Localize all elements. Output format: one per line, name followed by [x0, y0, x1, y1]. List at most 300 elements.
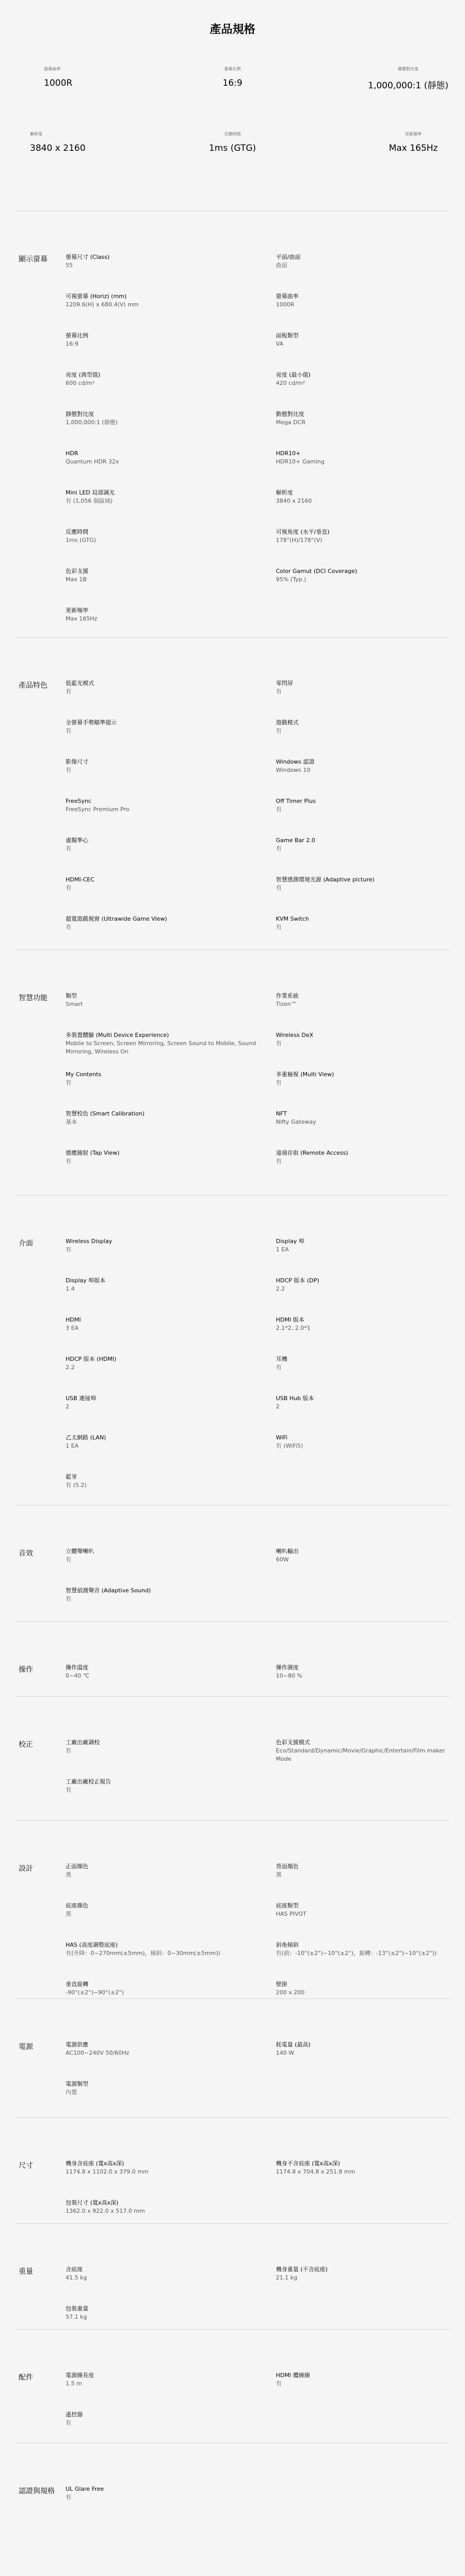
- spec-label: Color Gamut (DCI Coverage): [276, 568, 358, 575]
- spec-label: 多裝置體驗 (Multi Device Experience): [66, 1032, 169, 1038]
- spec-value: 有(前：-10°(±2°)~10°(±2°)，旋轉：-13°(±2°)~10°(±2°)): [276, 1950, 437, 1957]
- spec-value: 有: [66, 924, 71, 930]
- spec-item: [66, 798, 276, 837]
- spec-item: [276, 680, 450, 719]
- key-spec-contrast: [310, 52, 465, 131]
- spec-label: Wireless Display: [66, 1238, 113, 1245]
- spec-section: [16, 637, 450, 950]
- spec-value: 60W: [276, 1556, 289, 1563]
- spec-item: [276, 293, 450, 332]
- spec-item: [276, 2266, 450, 2305]
- key-spec-value: Max 165Hz: [389, 143, 438, 153]
- spec-item: [66, 1110, 276, 1150]
- spec-item: [66, 2160, 276, 2199]
- spec-label: HAS (高度調整底座): [66, 1942, 118, 1948]
- section-title: 電源: [19, 2043, 33, 2051]
- spec-value: 有: [276, 884, 282, 891]
- spec-label: 遊戲模式: [276, 719, 299, 726]
- spec-label: 遠端存取 (Remote Access): [276, 1150, 348, 1156]
- spec-value: 3840 x 2160: [276, 498, 312, 504]
- spec-value: Smart: [66, 1001, 83, 1007]
- key-spec-value: 1ms (GTG): [209, 143, 256, 153]
- spec-label: 工廠出廠校正報告: [66, 1778, 111, 1785]
- spec-item: [66, 1739, 276, 1778]
- spec-item: [66, 680, 276, 719]
- spec-value: Mega DCR: [276, 419, 306, 426]
- spec-value: 基本: [66, 1119, 77, 1125]
- section-title: 音效: [19, 1549, 33, 1558]
- key-spec-label: 解析度: [30, 132, 42, 136]
- spec-label: 操作溫度: [66, 1664, 88, 1671]
- spec-value: 有: [276, 1079, 282, 1086]
- spec-label: 遙控器: [66, 2411, 83, 2418]
- spec-value: 有(升降：0~270mm(±5mm)，傾斜：0~30mm(±5mm)): [66, 1950, 221, 1957]
- spec-item: [276, 529, 450, 568]
- spec-item: [276, 1942, 450, 1981]
- spec-label: 底座類型: [276, 1902, 299, 1909]
- spec-value: Max 165Hz: [66, 615, 98, 622]
- spec-item: [276, 254, 450, 293]
- section-title: 介面: [19, 1239, 33, 1248]
- spec-value: 2.2: [276, 1285, 285, 1292]
- section-title: 尺寸: [19, 2162, 33, 2170]
- spec-section: [16, 1505, 450, 1621]
- spec-section: [16, 1696, 450, 1820]
- spec-value: 1 EA: [276, 1246, 289, 1253]
- spec-value: 2.1*2, 2.0*1: [276, 1325, 311, 1331]
- spec-item: [66, 1316, 276, 1356]
- spec-item: [66, 1032, 276, 1071]
- spec-item: [276, 450, 450, 489]
- spec-item: [276, 2372, 450, 2411]
- spec-item: [66, 2081, 276, 2120]
- spec-grid: [66, 2118, 450, 2239]
- spec-item: [66, 2266, 276, 2305]
- spec-value: 有: [276, 727, 282, 734]
- spec-item: [66, 1863, 276, 1902]
- spec-value: 有: [66, 1246, 71, 1253]
- spec-sections: [0, 211, 465, 2505]
- spec-label: 虛擬準心: [66, 837, 88, 844]
- spec-label: 全螢幕手勢瞄準提示: [66, 719, 117, 726]
- spec-section: [16, 950, 450, 1195]
- spec-value: 有: [66, 845, 71, 852]
- spec-value: HAS PIVOT: [276, 1911, 306, 1917]
- spec-item: [66, 1356, 276, 1395]
- spec-value: Mobile to Screen, Screen Mirroring, Screen Sound to Mobile, Sound Mirroring, Wireless On: [66, 1040, 256, 1055]
- spec-item: [66, 332, 276, 371]
- spec-label: 可視螢幕 (Horiz) (mm): [66, 293, 127, 300]
- key-specs: [0, 52, 465, 211]
- spec-label: HDMI: [66, 1316, 81, 1323]
- spec-label: 電源線長度: [66, 2372, 94, 2379]
- spec-label: 垂直旋轉: [66, 1981, 88, 1988]
- spec-item: [66, 1942, 276, 1981]
- spec-value: 2: [276, 1403, 280, 1410]
- spec-item: [66, 719, 276, 758]
- spec-grid: [66, 1821, 450, 2020]
- spec-item: [66, 293, 276, 332]
- spec-value: 1.4: [66, 1285, 75, 1292]
- spec-item: [66, 568, 276, 607]
- spec-value: 1174.8 x 704.8 x 251.8 mm: [276, 2168, 355, 2175]
- spec-item: [66, 1071, 276, 1110]
- spec-grid: [66, 1506, 450, 1626]
- key-spec-response-time: [155, 131, 310, 211]
- spec-label: 工廠出廠調校: [66, 1739, 100, 1746]
- spec-label: 零閃屏: [276, 680, 293, 687]
- spec-value: 有: [66, 1556, 71, 1563]
- spec-item: [276, 1902, 450, 1942]
- spec-section: [16, 1820, 450, 1998]
- spec-label: 平面/曲面: [276, 254, 301, 260]
- spec-value: 有: [66, 2419, 71, 2426]
- spec-value: 1,000,000:1 (靜態): [66, 419, 118, 426]
- spec-item: [66, 1778, 276, 1818]
- spec-value: 1.5 m: [66, 2380, 82, 2387]
- spec-value: 1ms (GTG): [66, 537, 96, 544]
- key-spec-value: 3840 x 2160: [30, 143, 86, 153]
- section-title: 產品特色: [19, 681, 48, 690]
- spec-label: HDR10+: [276, 450, 301, 457]
- spec-value: Max 1B: [66, 576, 87, 583]
- spec-label: 螢幕比例: [66, 332, 88, 339]
- spec-grid: [66, 638, 450, 955]
- spec-value: 420 cd/m²: [276, 380, 305, 386]
- spec-label: 機身含底座 (寬x高x深): [66, 2160, 125, 2167]
- spec-value: 2.2: [66, 1364, 75, 1371]
- spec-label: 亮度 (最小值): [276, 371, 311, 378]
- spec-section: [16, 1998, 450, 2117]
- spec-value: 曲面: [276, 262, 287, 269]
- spec-value: 有: [66, 2494, 71, 2501]
- spec-value: 有: [66, 727, 71, 734]
- spec-label: KVM Switch: [276, 915, 309, 922]
- spec-grid: [66, 1697, 450, 1818]
- section-title: 設計: [19, 1865, 33, 1873]
- spec-label: Wireless DeX: [276, 1032, 314, 1038]
- spec-label: Windows 認證: [276, 758, 315, 765]
- spec-grid: [66, 1999, 450, 2120]
- spec-value: 有: [66, 1158, 71, 1165]
- spec-label: 面板類型: [276, 332, 299, 339]
- spec-section: [16, 211, 450, 637]
- spec-label: FreeSync: [66, 798, 91, 804]
- spec-section: [16, 2117, 450, 2223]
- spec-label: 低藍光模式: [66, 680, 94, 687]
- spec-item: [276, 1071, 450, 1110]
- spec-value: 有: [276, 806, 282, 813]
- spec-item: [276, 758, 450, 798]
- spec-value: 有: [66, 1747, 71, 1754]
- spec-label: USB 連接埠: [66, 1395, 97, 1402]
- spec-grid: [66, 2224, 450, 2345]
- spec-label: 多重檢視 (Multi View): [276, 1071, 334, 1078]
- spec-value: 有: [276, 2380, 282, 2387]
- spec-label: Display 埠: [276, 1238, 305, 1245]
- spec-item: [276, 1150, 450, 1189]
- spec-item: [66, 411, 276, 450]
- spec-value: 41.5 kg: [66, 2274, 87, 2281]
- spec-item: [66, 1434, 276, 1473]
- spec-item: [276, 992, 450, 1032]
- spec-value: 有 (5.2): [66, 1482, 87, 1488]
- spec-item: [276, 2041, 450, 2081]
- spec-value: 0~40 ℃: [66, 1672, 90, 1679]
- spec-item: [276, 1356, 450, 1395]
- spec-item: [66, 489, 276, 529]
- spec-label: 電源類型: [66, 2081, 88, 2087]
- spec-item: [66, 758, 276, 798]
- spec-item: [66, 992, 276, 1032]
- spec-value: 有: [66, 1787, 71, 1793]
- spec-value: Quantum HDR 32x: [66, 458, 119, 465]
- spec-label: 機身不含底座 (寬x高x深): [276, 2160, 340, 2167]
- spec-section: [16, 1621, 450, 1696]
- spec-label: UL Glare Free: [66, 2486, 104, 2492]
- spec-label: 正面顏色: [66, 1863, 88, 1870]
- section-title: 校正: [19, 1741, 33, 1749]
- spec-item: [276, 411, 450, 450]
- spec-section: [16, 2329, 450, 2443]
- spec-label: 底座顏色: [66, 1902, 88, 1909]
- section-title: 認證與規格: [19, 2487, 55, 2495]
- spec-label: Off Timer Plus: [276, 798, 316, 804]
- key-spec-curvature: [0, 52, 155, 131]
- spec-value: 黑: [276, 1871, 282, 1878]
- spec-section: [16, 2223, 450, 2329]
- spec-label: HDMI 纜線線: [276, 2372, 310, 2379]
- spec-value: 有 (WiFi5): [276, 1442, 303, 1449]
- spec-value: 有: [276, 688, 282, 695]
- spec-label: Mini LED 局部調光: [66, 489, 115, 496]
- spec-item: [276, 719, 450, 758]
- section-title: 智慧功能: [19, 994, 48, 1002]
- spec-item: [66, 1902, 276, 1942]
- spec-item: [66, 1150, 276, 1189]
- spec-label: 智慧校色 (Smart Calibration): [66, 1110, 145, 1117]
- key-spec-aspect-ratio: [155, 52, 310, 131]
- spec-item: [276, 568, 450, 607]
- spec-label: HDMI 版本: [276, 1316, 304, 1323]
- spec-value: FreeSync Premium Pro: [66, 806, 130, 813]
- spec-item: [276, 1110, 450, 1150]
- spec-label: NFT: [276, 1110, 287, 1117]
- spec-label: 智慧偵測聲音 (Adaptive Sound): [66, 1587, 151, 1594]
- spec-label: 機身重量 (不含底座): [276, 2266, 328, 2273]
- spec-label: 喇叭輸出: [276, 1548, 299, 1555]
- spec-value: 有: [276, 845, 282, 852]
- spec-label: 耗電量 (最高): [276, 2041, 311, 2048]
- spec-label: USB Hub 版本: [276, 1395, 314, 1402]
- spec-value: 178°(H)/178°(V): [276, 537, 322, 544]
- spec-grid: [66, 950, 450, 1189]
- spec-label: 電源供應: [66, 2041, 88, 2048]
- spec-section: [16, 1195, 450, 1505]
- key-spec-resolution: [0, 131, 155, 211]
- spec-value: VA: [276, 340, 284, 347]
- page-title: 產品規格: [209, 23, 255, 36]
- spec-value: Windows 10: [276, 767, 311, 773]
- spec-item: [66, 2372, 276, 2411]
- spec-label: My Contents: [66, 1071, 101, 1078]
- spec-item: [276, 2160, 450, 2199]
- spec-item: [66, 915, 276, 955]
- spec-label: Game Bar 2.0: [276, 837, 316, 844]
- spec-label: 超寬遊戲視窗 (Ultrawide Game View): [66, 915, 167, 922]
- spec-value: 95% (Typ.): [276, 576, 306, 583]
- spec-label: HDCP 版本 (DP): [276, 1277, 319, 1284]
- spec-item: [276, 332, 450, 371]
- spec-item: [66, 529, 276, 568]
- spec-item: [276, 489, 450, 529]
- spec-label: 立體聲喇叭: [66, 1548, 94, 1555]
- spec-label: 影像尺寸: [66, 758, 88, 765]
- spec-label: 反應時間: [66, 529, 88, 535]
- spec-item: [66, 1587, 276, 1626]
- spec-grid: [66, 2330, 450, 2450]
- key-spec-label: 螢幕比例: [224, 67, 241, 71]
- spec-value: 3 EA: [66, 1325, 79, 1331]
- section-title: 顯示螢幕: [19, 255, 48, 263]
- spec-item: [276, 1032, 450, 1071]
- spec-item: [66, 2486, 276, 2525]
- spec-label: 解析度: [276, 489, 293, 496]
- spec-label: 壁掛: [276, 1981, 287, 1988]
- key-spec-label: 螢幕曲率: [44, 67, 60, 71]
- spec-label: HDCP 版本 (HDMI): [66, 1356, 117, 1362]
- key-spec-label: 靜態對比度: [398, 67, 419, 71]
- key-spec-refresh-rate: [310, 131, 465, 211]
- spec-value: 有: [66, 1595, 71, 1602]
- spec-value: 140 W: [276, 2050, 295, 2056]
- spec-item: [276, 1863, 450, 1902]
- spec-value: Nifty Gateway: [276, 1119, 316, 1125]
- spec-label: 斜角傾斜: [276, 1942, 299, 1948]
- spec-item: [276, 1277, 450, 1316]
- spec-value: AC100~240V 50/60Hz: [66, 2050, 129, 2056]
- section-title: 操作: [19, 1666, 33, 1674]
- spec-value: 1000R: [276, 301, 295, 308]
- spec-label: 靜態對比度: [66, 411, 94, 417]
- spec-label: 感應鏡射 (Tap View): [66, 1150, 120, 1156]
- spec-item: [276, 1316, 450, 1356]
- spec-value: HDR10+ Gaming: [276, 458, 325, 465]
- spec-label: 操作濕度: [276, 1664, 299, 1671]
- spec-item: [66, 1548, 276, 1587]
- spec-label: 耳機: [276, 1356, 287, 1362]
- spec-item: [276, 1434, 450, 1473]
- spec-value: 1 EA: [66, 1442, 79, 1449]
- spec-item: [276, 1739, 450, 1778]
- spec-value: 黑: [66, 1871, 71, 1878]
- spec-item: [276, 1548, 450, 1587]
- spec-item: [66, 254, 276, 293]
- spec-label: 作業系統: [276, 992, 299, 999]
- spec-grid: [66, 211, 450, 646]
- spec-item: [66, 1238, 276, 1277]
- spec-value: 黑: [66, 1911, 71, 1917]
- spec-value: 1362.0 x 922.0 x 517.0 mm: [66, 2208, 145, 2214]
- key-spec-label: 反應時間: [224, 132, 241, 136]
- spec-value: 有: [276, 1158, 282, 1165]
- key-spec-label: 更新頻率: [405, 132, 422, 136]
- key-spec-value: 1,000,000:1 (靜態): [368, 81, 448, 91]
- section-title: 重量: [19, 2268, 33, 2276]
- spec-value: 有: [276, 1040, 282, 1047]
- spec-value: 57.1 kg: [66, 2314, 87, 2320]
- spec-item: [66, 876, 276, 915]
- spec-value: Eco/Standard/Dynamic/Movie/Graphic/Entertain/Film maker Mode: [276, 1747, 445, 1762]
- spec-value: 21.1 kg: [276, 2274, 298, 2281]
- spec-label: 更新頻率: [66, 607, 88, 614]
- spec-label: 包裝尺寸 (寬x高x深): [66, 2199, 119, 2206]
- spec-label: 藍芽: [66, 1473, 77, 1480]
- spec-value: 1174.8 x 1102.0 x 379.0 mm: [66, 2168, 149, 2175]
- spec-label: 乙太網路 (LAN): [66, 1434, 106, 1441]
- spec-item: [66, 450, 276, 489]
- spec-label: WiFi: [276, 1434, 288, 1441]
- spec-value: 有: [66, 767, 71, 773]
- spec-label: 動態對比度: [276, 411, 304, 417]
- spec-label: 包裝重量: [66, 2305, 88, 2312]
- spec-item: [66, 1277, 276, 1316]
- spec-value: 600 cd/m²: [66, 380, 95, 386]
- key-spec-value: 1000R: [44, 78, 73, 88]
- spec-value: -90°(±2°)~90°(±2°): [66, 1989, 124, 1996]
- spec-label: 可視角度 (水平/垂直): [276, 529, 330, 535]
- spec-grid: [66, 2443, 450, 2525]
- spec-value: 有: [66, 688, 71, 695]
- spec-value: 有: [276, 924, 282, 930]
- spec-item: [276, 798, 450, 837]
- spec-label: 色彩支援: [66, 568, 88, 575]
- spec-label: 色彩支援模式: [276, 1739, 310, 1746]
- spec-value: 200 x 200: [276, 1989, 305, 1996]
- spec-value: Tizen™: [276, 1001, 297, 1007]
- spec-item: [66, 1395, 276, 1434]
- spec-item: [276, 1395, 450, 1434]
- spec-value: 有 (1,056 個區域): [66, 498, 113, 504]
- spec-label: 亮度 (典型值): [66, 371, 101, 378]
- spec-value: 有: [66, 1079, 71, 1086]
- spec-label: 含底座: [66, 2266, 83, 2273]
- spec-item: [66, 371, 276, 411]
- section-title: 配件: [19, 2373, 33, 2382]
- spec-grid: [66, 1622, 450, 1703]
- spec-label: 背面顏色: [276, 1863, 299, 1870]
- spec-value: 有: [276, 1364, 282, 1371]
- spec-label: HDR: [66, 450, 79, 457]
- spec-section: [16, 2443, 450, 2505]
- spec-item: [66, 2041, 276, 2081]
- spec-item: [276, 1238, 450, 1277]
- spec-value: 2: [66, 1403, 69, 1410]
- spec-item: [66, 837, 276, 876]
- spec-label: HDMI-CEC: [66, 876, 95, 883]
- spec-item: [276, 371, 450, 411]
- spec-value: 55: [66, 262, 73, 269]
- spec-label: 螢幕曲率: [276, 293, 299, 300]
- spec-item: [276, 915, 450, 955]
- spec-value: 16:9: [66, 340, 79, 347]
- spec-item: [276, 837, 450, 876]
- spec-value: 10~80 %: [276, 1672, 303, 1679]
- spec-label: Display 埠版本: [66, 1277, 106, 1284]
- key-spec-value: 16:9: [222, 78, 243, 88]
- spec-value: 1209.6(H) x 680.4(V) mm: [66, 301, 139, 308]
- spec-value: 內置: [66, 2089, 77, 2096]
